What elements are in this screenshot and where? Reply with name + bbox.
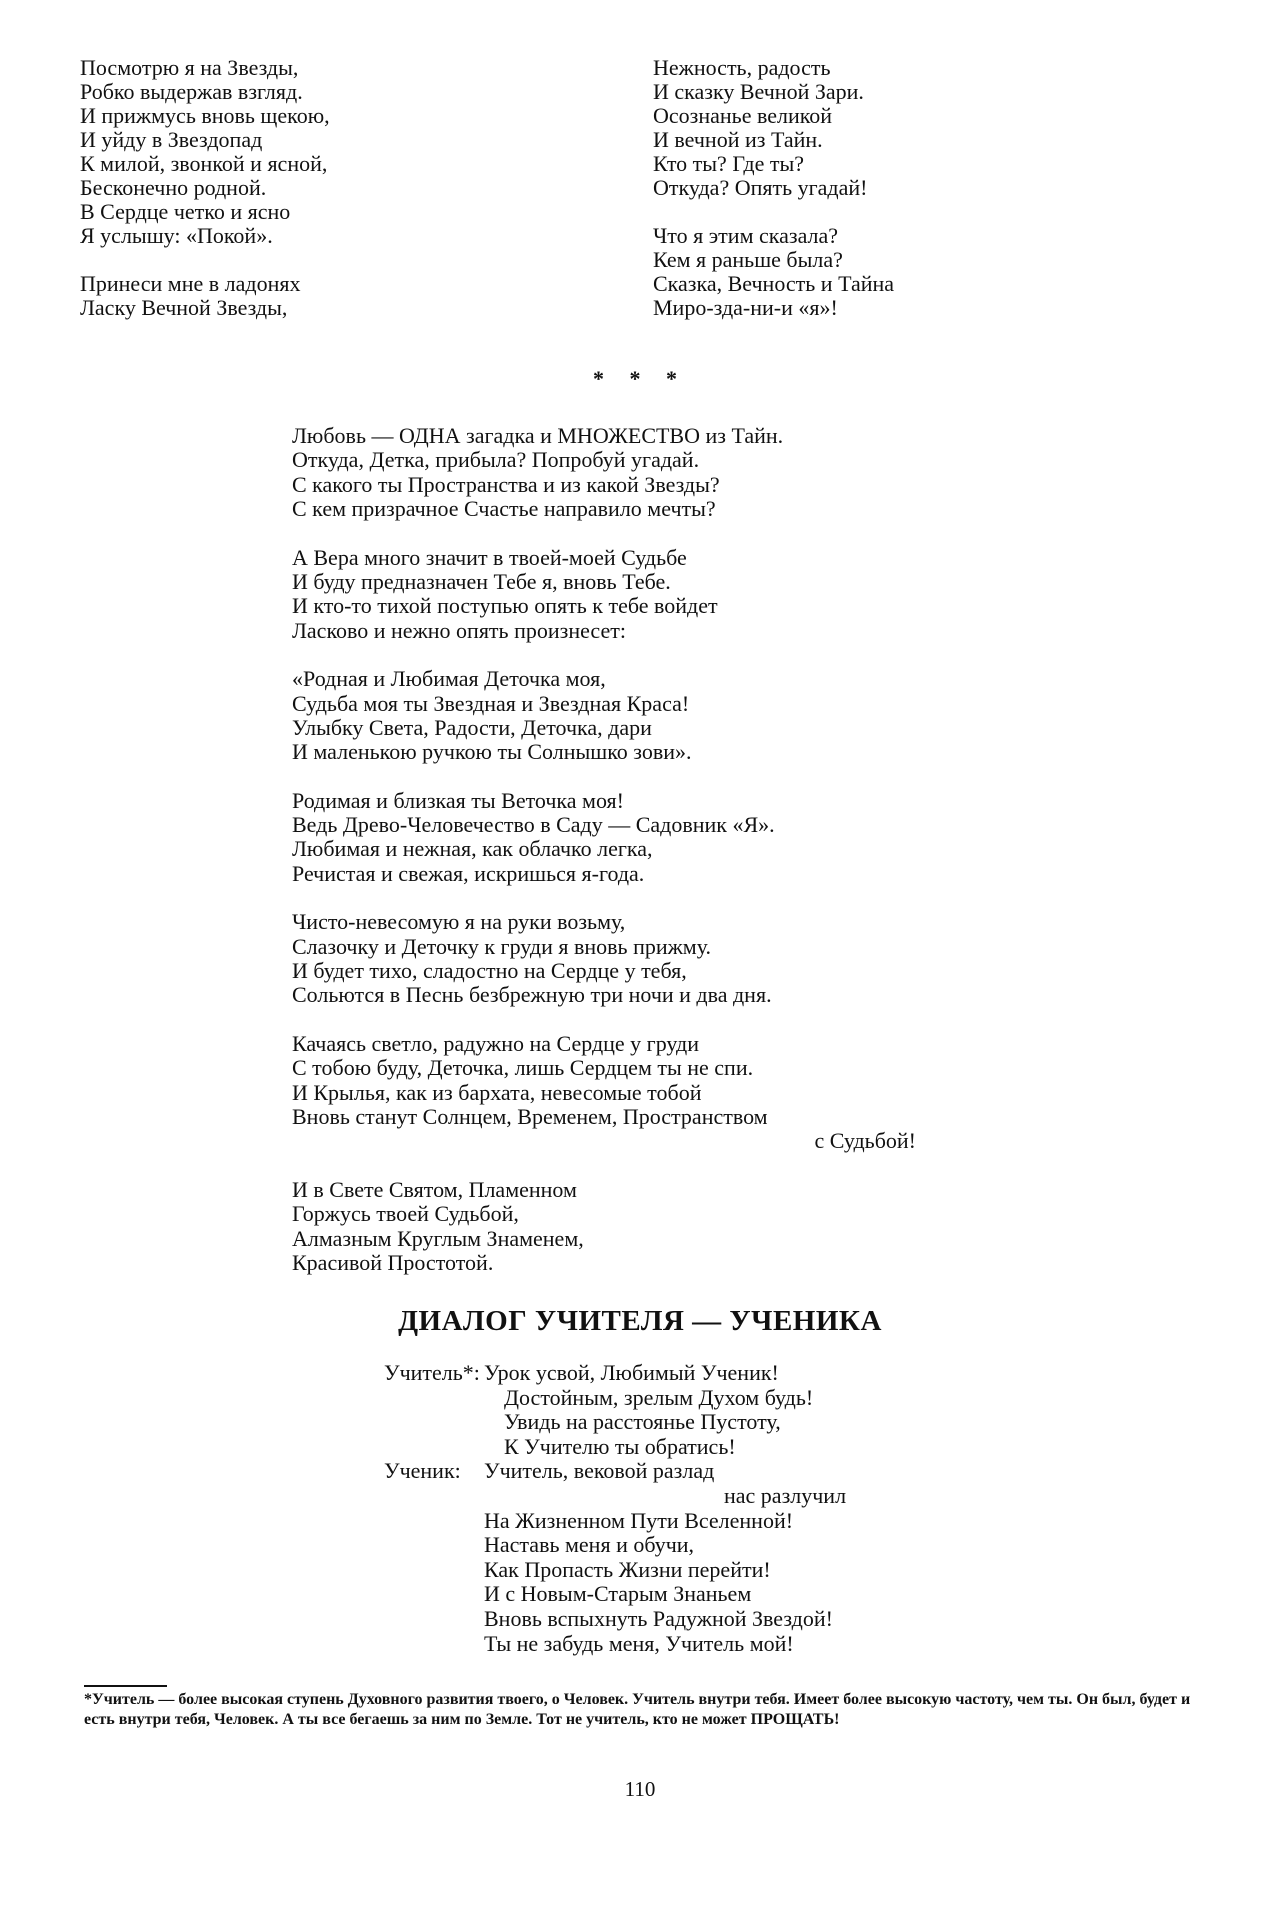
student-line-right: нас разлучил xyxy=(724,1482,847,1508)
poem-line: Робко выдержав взгляд. xyxy=(80,79,303,104)
poem-line: Кем я раньше была? xyxy=(653,247,843,272)
poem-line: И будет тихо, сладостно на Сердце у тебя, xyxy=(292,958,687,984)
teacher-label: Учитель*: xyxy=(384,1360,480,1385)
poem-line: В Сердце четко и ясно xyxy=(80,199,291,224)
poem-line: Что я этим сказала? xyxy=(653,223,839,248)
student-line: Вновь вспыхнуть Радужной Звездой! xyxy=(484,1605,833,1631)
poem-line: И уйду в Звездопад xyxy=(80,127,263,152)
poem-line: С кем призрачное Счастье направило мечты? xyxy=(292,496,716,522)
poem-line: К милой, звонкой и ясной, xyxy=(80,151,328,176)
student-line: Наставь меня и обучи, xyxy=(484,1532,695,1558)
page-number: 110 xyxy=(624,1777,656,1801)
poem-line: Посмотрю я на Звезды, xyxy=(80,55,299,80)
poem-line: Откуда, Детка, прибыла? Попробуй угадай. xyxy=(292,447,700,473)
stanza xyxy=(292,1178,916,1276)
stanza xyxy=(292,1032,916,1154)
student-first-line xyxy=(384,1459,846,1484)
poem-line: И вечной из Тайн. xyxy=(653,127,823,152)
poem-line: И кто-то тихой поступью опять к тебе войдет xyxy=(292,593,718,619)
student-line: Ты не забудь меня, Учитель мой! xyxy=(484,1630,794,1656)
poem-line: С тобою буду, Деточка, лишь Сердцем ты не спи. xyxy=(292,1055,754,1081)
stanza xyxy=(80,56,330,248)
teacher-line: К Учителю ты обратись! xyxy=(504,1433,736,1459)
poem-line: Кто ты? Где ты? xyxy=(653,151,805,176)
poem-line: Алмазным Круглым Знаменем, xyxy=(292,1225,584,1251)
poem-line: Судьба моя ты Звездная и Звездная Краса! xyxy=(292,690,690,716)
poem-line: Бесконечно родной. xyxy=(80,175,267,200)
poem-line: Качаясь светло, радужно на Сердце у груди xyxy=(292,1030,699,1056)
stanza xyxy=(653,224,894,320)
poem-line: Принеси мне в ладонях xyxy=(80,271,301,296)
poem-line: Любимая и нежная, как облачко легка, xyxy=(292,836,653,862)
stanza xyxy=(292,910,916,1008)
left-poem-column xyxy=(80,56,330,320)
poem-line: Красивой Простотой. xyxy=(292,1249,494,1275)
poem-line: Сольются в Песнь безбрежную три ночи и два дня. xyxy=(292,982,772,1008)
poem-line: Ласку Вечной Звезды, xyxy=(80,295,288,320)
poem-line: И сказку Вечной Зари. xyxy=(653,79,864,104)
student-label: Ученик: xyxy=(384,1458,461,1484)
poem-line: И прижмусь вновь щекою, xyxy=(80,103,330,128)
poem-line: Улыбку Света, Радости, Деточка, дари xyxy=(292,714,652,740)
student-line: На Жизненном Пути Вселенной! xyxy=(484,1507,794,1533)
student-line: И с Новым-Старым Знаньем xyxy=(484,1581,752,1607)
teacher-line: Достойным, зрелым Духом будь! xyxy=(504,1384,814,1410)
stanza xyxy=(80,272,330,320)
poem-line: Родимая и близкая ты Веточка моя! xyxy=(292,787,624,813)
teacher-line: Увидь на расстоянье Пустоту, xyxy=(504,1409,781,1435)
poem-line-right: с Судьбой! xyxy=(814,1128,916,1154)
dialog-heading: ДИАЛОГ УЧИТЕЛЯ — УЧЕНИКА xyxy=(398,1305,882,1337)
poem-line: Откуда? Опять угадай! xyxy=(653,175,868,200)
poem-line: И Крылья, как из бархата, невесомые тобой xyxy=(292,1079,702,1105)
right-poem-column xyxy=(653,56,894,320)
stanza xyxy=(292,424,916,522)
stanza xyxy=(292,789,916,887)
teacher-first-line xyxy=(384,1361,846,1386)
poem-line: «Родная и Любимая Деточка моя, xyxy=(292,666,606,692)
poem-line: Любовь — ОДНА загадка и МНОЖЕСТВО из Тайн. xyxy=(292,423,784,448)
poem-line: С какого ты Пространства и из какой Звезды? xyxy=(292,471,720,497)
poem-line: Горжусь твоей Судьбой, xyxy=(292,1201,519,1227)
poem-line: Ласково и нежно опять произнесет: xyxy=(292,617,626,643)
poem-line: Сказка, Вечность и Тайна xyxy=(653,271,895,296)
dialog-poem xyxy=(384,1361,846,1656)
student-line: Как Пропасть Жизни перейти! xyxy=(484,1556,771,1582)
poem-line: Вновь станут Солнцем, Временем, Пространством xyxy=(292,1103,768,1129)
footnote: *Учитель — более высокая ступень Духовного развития твоего, о Человек. Учитель внутри тебя. Имеет более высокую частоту, чем ты. Он был, будет и есть внутри тебя, Человек. А ты все бегаешь за ним по Земле. Тот не учитель, кто не может ПРОЩАТЬ! xyxy=(84,1691,1191,1728)
poem-line: Речистая и свежая, искришься я-года. xyxy=(292,860,645,886)
poem-line: Нежность, радость xyxy=(653,55,831,80)
love-poem xyxy=(292,424,916,1299)
poem-line: Ведь Древо-Человечество в Саду — Садовник «Я». xyxy=(292,812,775,838)
poem-line: И маленькою ручкою ты Солнышко зови». xyxy=(292,739,692,765)
stanza xyxy=(292,546,916,644)
teacher-line: Урок усвой, Любимый Ученик! xyxy=(484,1360,779,1385)
stanza xyxy=(292,667,916,765)
footnote-rule xyxy=(84,1685,167,1687)
poem-line: Я услышу: «Покой». xyxy=(80,223,273,248)
poem-line: Осознанье великой xyxy=(653,103,833,128)
poem-line: И в Свете Святом, Пламенном xyxy=(292,1176,577,1202)
student-line: Учитель, вековой разлад xyxy=(484,1458,715,1484)
poem-line: Слазочку и Деточку к груди я вновь прижму. xyxy=(292,933,712,959)
poem-line: Миро-зда-ни-и «я»! xyxy=(653,295,838,320)
poem-line: И буду предназначен Тебе я, вновь Тебе. xyxy=(292,568,671,594)
section-separator: * * * xyxy=(593,366,687,391)
stanza xyxy=(653,56,894,200)
poem-line: Чисто-невесомую я на руки возьму, xyxy=(292,909,626,935)
poem-line: А Вера много значит в твоей-моей Судьбе xyxy=(292,544,687,570)
